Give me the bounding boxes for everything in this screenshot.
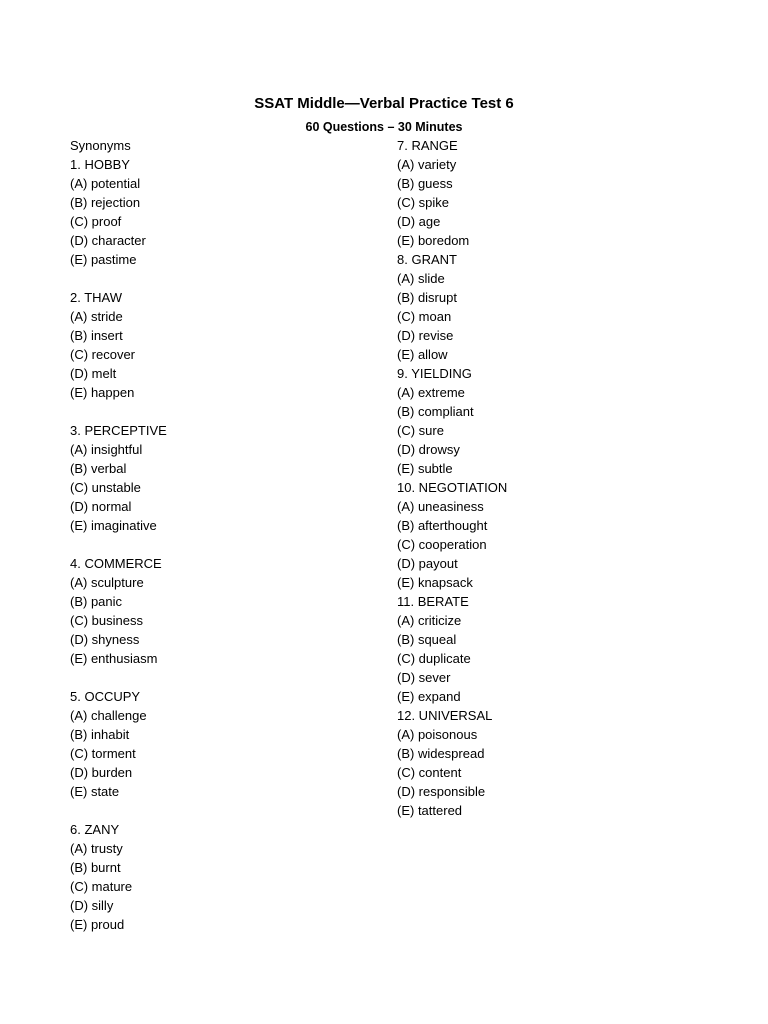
answer-option: (C) cooperation bbox=[397, 537, 487, 552]
question-block bbox=[397, 136, 697, 250]
answer-option: (E) expand bbox=[397, 689, 461, 704]
answer-option: (D) burden bbox=[70, 765, 133, 780]
question-block bbox=[70, 820, 370, 934]
answer-option: (C) mature bbox=[70, 879, 133, 894]
answer-option: (B) verbal bbox=[70, 461, 127, 476]
page-title: SSAT Middle—Verbal Practice Test 6 bbox=[254, 95, 514, 112]
question-stem: 11. BERATE bbox=[397, 594, 469, 609]
answer-option: (B) afterthought bbox=[397, 518, 488, 533]
answer-option: (D) silly bbox=[70, 898, 114, 913]
answer-option: (C) spike bbox=[397, 195, 450, 210]
answer-option: (A) uneasiness bbox=[397, 499, 484, 514]
answer-option: (D) normal bbox=[70, 499, 132, 514]
page-subtitle: 60 Questions – 30 Minutes bbox=[305, 120, 463, 134]
answer-option: (C) proof bbox=[70, 214, 122, 229]
answer-option: (E) state bbox=[70, 784, 120, 799]
answer-option: (A) poisonous bbox=[397, 727, 478, 742]
answer-option: (A) extreme bbox=[397, 385, 465, 400]
answer-option: (D) shyness bbox=[70, 632, 140, 647]
right-question-list bbox=[397, 136, 697, 820]
question-stem: 12. UNIVERSAL bbox=[397, 708, 493, 723]
answer-option: (A) trusty bbox=[70, 841, 123, 856]
section-label: Synonyms bbox=[70, 138, 131, 153]
answer-option: (D) age bbox=[397, 214, 441, 229]
answer-option: (C) torment bbox=[70, 746, 136, 761]
answer-option: (A) challenge bbox=[70, 708, 147, 723]
question-block bbox=[397, 592, 697, 706]
answer-option: (B) inhabit bbox=[70, 727, 130, 742]
answer-option: (A) stride bbox=[70, 309, 123, 324]
question-stem: 7. RANGE bbox=[397, 138, 458, 153]
answer-option: (C) duplicate bbox=[397, 651, 471, 666]
question-stem: 4. COMMERCE bbox=[70, 556, 162, 571]
answer-option: (A) variety bbox=[397, 157, 457, 172]
answer-option: (E) boredom bbox=[397, 233, 470, 248]
answer-option: (E) enthusiasm bbox=[70, 651, 158, 666]
answer-option: (E) knapsack bbox=[397, 575, 473, 590]
answer-option: (D) drowsy bbox=[397, 442, 460, 457]
question-stem: 9. YIELDING bbox=[397, 366, 472, 381]
answer-option: (C) business bbox=[70, 613, 143, 628]
question-stem: 5. OCCUPY bbox=[70, 689, 141, 704]
question-block bbox=[397, 706, 697, 820]
right-column bbox=[397, 136, 697, 820]
answer-option: (A) criticize bbox=[397, 613, 462, 628]
question-block bbox=[70, 687, 370, 801]
answer-option: (C) recover bbox=[70, 347, 136, 362]
left-question-list bbox=[70, 155, 370, 934]
answer-option: (E) subtle bbox=[397, 461, 453, 476]
question-stem: 8. GRANT bbox=[397, 252, 457, 267]
answer-option: (A) potential bbox=[70, 176, 141, 191]
answer-option: (C) content bbox=[397, 765, 462, 780]
answer-option: (D) revise bbox=[397, 328, 454, 343]
question-block bbox=[70, 554, 370, 668]
answer-option: (D) melt bbox=[70, 366, 117, 381]
question-block bbox=[397, 250, 697, 364]
answer-option: (E) tattered bbox=[397, 803, 463, 818]
answer-option: (E) proud bbox=[70, 917, 125, 932]
answer-option: (D) payout bbox=[397, 556, 458, 571]
answer-option: (B) burnt bbox=[70, 860, 121, 875]
answer-option: (E) allow bbox=[397, 347, 448, 362]
answer-option: (A) slide bbox=[397, 271, 445, 286]
answer-option: (D) responsible bbox=[397, 784, 486, 799]
answer-option: (B) insert bbox=[70, 328, 123, 343]
answer-option: (E) pastime bbox=[70, 252, 137, 267]
question-block bbox=[70, 288, 370, 402]
answer-option: (E) imaginative bbox=[70, 518, 157, 533]
answer-option: (B) widespread bbox=[397, 746, 485, 761]
left-column bbox=[70, 136, 370, 953]
question-stem: 2. THAW bbox=[70, 290, 123, 305]
question-block bbox=[397, 364, 697, 478]
question-block bbox=[70, 421, 370, 535]
answer-option: (B) disrupt bbox=[397, 290, 457, 305]
answer-option: (A) sculpture bbox=[70, 575, 144, 590]
question-stem: 1. HOBBY bbox=[70, 157, 130, 172]
answer-option: (B) squeal bbox=[397, 632, 457, 647]
answer-option: (D) character bbox=[70, 233, 146, 248]
answer-option: (C) moan bbox=[397, 309, 452, 324]
answer-option: (B) panic bbox=[70, 594, 123, 609]
answer-option: (C) sure bbox=[397, 423, 444, 438]
answer-option: (B) rejection bbox=[70, 195, 141, 210]
question-stem: 3. PERCEPTIVE bbox=[70, 423, 167, 438]
answer-option: (D) sever bbox=[397, 670, 451, 685]
question-block bbox=[397, 478, 697, 592]
question-block bbox=[70, 155, 370, 269]
question-stem: 10. NEGOTIATION bbox=[397, 480, 508, 495]
question-stem: 6. ZANY bbox=[70, 822, 120, 837]
answer-option: (B) compliant bbox=[397, 404, 474, 419]
answer-option: (B) guess bbox=[397, 176, 453, 191]
answer-option: (E) happen bbox=[70, 385, 135, 400]
answer-option: (A) insightful bbox=[70, 442, 143, 457]
answer-option: (C) unstable bbox=[70, 480, 141, 495]
